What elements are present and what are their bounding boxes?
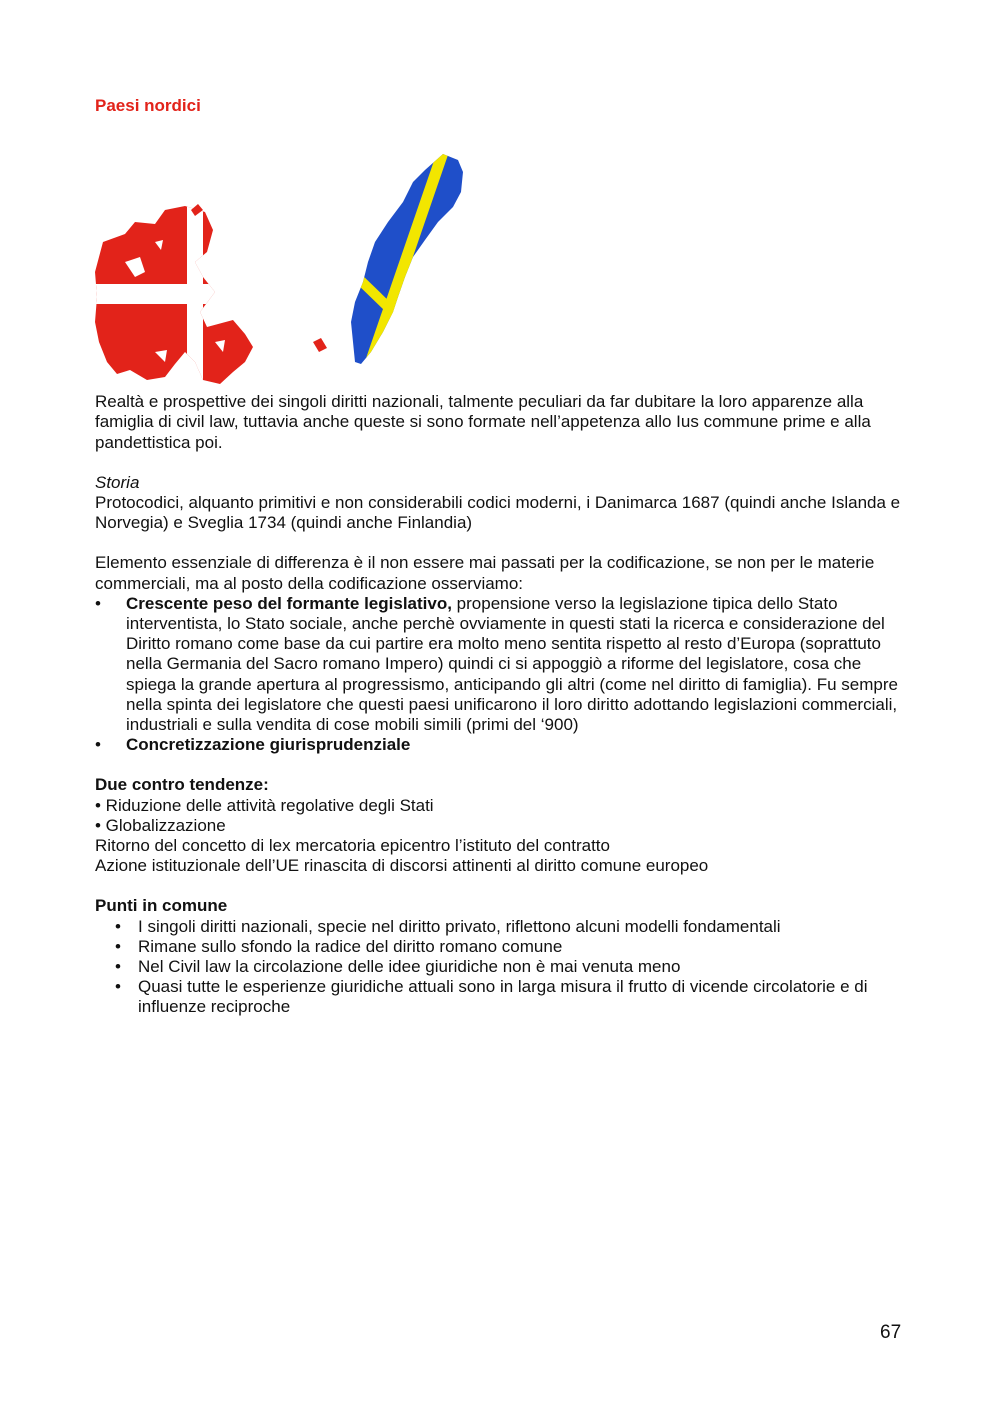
sweden-flag-map <box>313 152 473 367</box>
tendenze-line: • Globalizzazione <box>95 815 226 835</box>
page-number: 67 <box>880 1322 902 1343</box>
list-item-text: propensione verso la legislazione tipica dello Stato interventista, lo Stato sociale, anche perchè ovviamente in questi stati la ricerca e considerazione del Diritto romano come base da cui partire era molto meno sentita rispetto al resto d’Europa (soprattuto nella Germania del Sacro romano Impero) quindi ci si appoggiò a riforme del legislatore, cosa che spiega la grande apertura al progressismo, anticipando gli altri (come nel diritto di famiglia). Fu sempre nella spinta dei legislatore che questi paesi unificarono il loro diritto adottando legislazioni commerciali, industriali e sulla vendita di cose mobili simili (primi del ‘900) <box>126 593 898 735</box>
dk-white-horizontal <box>95 284 255 304</box>
tendenze-line: Azione istituzionale dell’UE rinascita di discorsi attinenti al diritto comune europeo <box>95 856 709 876</box>
intro-paragraph: Realtà e prospettive dei singoli diritti nazionali, talmente peculiari da far dubitare la loro apparenze alla famiglia di civil law, tuttavia anche queste si sono formate nell’appetenza allo Ius commune prime e alla pandettistica poi. <box>95 392 871 452</box>
storia-text: Protocodici, alquanto primitivi e non considerabili codici moderni, i Danimarca 1687 (quindi anche Islanda e Norvegia) e Sveglia 1734 (quindi anche Finlandia) <box>95 493 901 533</box>
list-item <box>95 735 910 755</box>
elemento-list <box>95 594 910 756</box>
list-item-text: Nel Civil law la circolazione delle idee giuridiche non è mai venuta meno <box>138 957 681 977</box>
list-item <box>95 957 910 977</box>
page-content <box>95 96 910 1018</box>
bullet: • <box>95 735 101 755</box>
tendenze-line: • Riduzione delle attività regolative degli Stati <box>95 795 434 815</box>
storia-label: Storia <box>95 472 140 492</box>
bullet: • <box>95 593 101 613</box>
list-item-text: I singoli diritti nazionali, specie nel diritto privato, riflettono alcuni modelli fondamentali <box>138 916 781 936</box>
dk-white-vertical <box>187 202 203 387</box>
tendenze-heading: Due contro tendenze: <box>95 775 269 795</box>
list-item <box>95 937 910 957</box>
tendenze-line: Ritorno del concetto di lex mercatoria epicentro l’istituto del contratto <box>95 836 610 856</box>
elemento-paragraph: Elemento essenziale di differenza è il non essere mai passati per la codificazione, se non per le materie commerciali, ma al posto della codificazione osserviamo: <box>95 553 875 593</box>
bullet: • <box>115 977 121 997</box>
comune-heading: Punti in comune <box>95 896 228 916</box>
list-item <box>95 917 910 937</box>
bullet: • <box>115 957 121 977</box>
bullet: • <box>115 936 121 956</box>
list-item-text: Rimane sullo sfondo la radice del diritto romano comune <box>138 936 563 956</box>
list-item-bold: Crescente peso del formante legislativo, <box>126 593 452 613</box>
page-title: Paesi nordici <box>95 96 201 115</box>
comune-list <box>95 917 910 1018</box>
denmark-flag-map <box>95 202 255 387</box>
list-item <box>95 594 910 735</box>
bullet: • <box>115 916 121 936</box>
se-blue-field <box>313 152 473 367</box>
list-item-text: Quasi tutte le esperienze giuridiche attuali sono in larga misura il frutto di vicende circolatorie e di influenze reciproche <box>138 977 868 1017</box>
flag-maps <box>95 120 910 392</box>
list-item <box>95 977 910 1017</box>
list-item-bold: Concretizzazione giurisprudenziale <box>126 735 411 755</box>
dk-island-fragment <box>313 338 327 352</box>
